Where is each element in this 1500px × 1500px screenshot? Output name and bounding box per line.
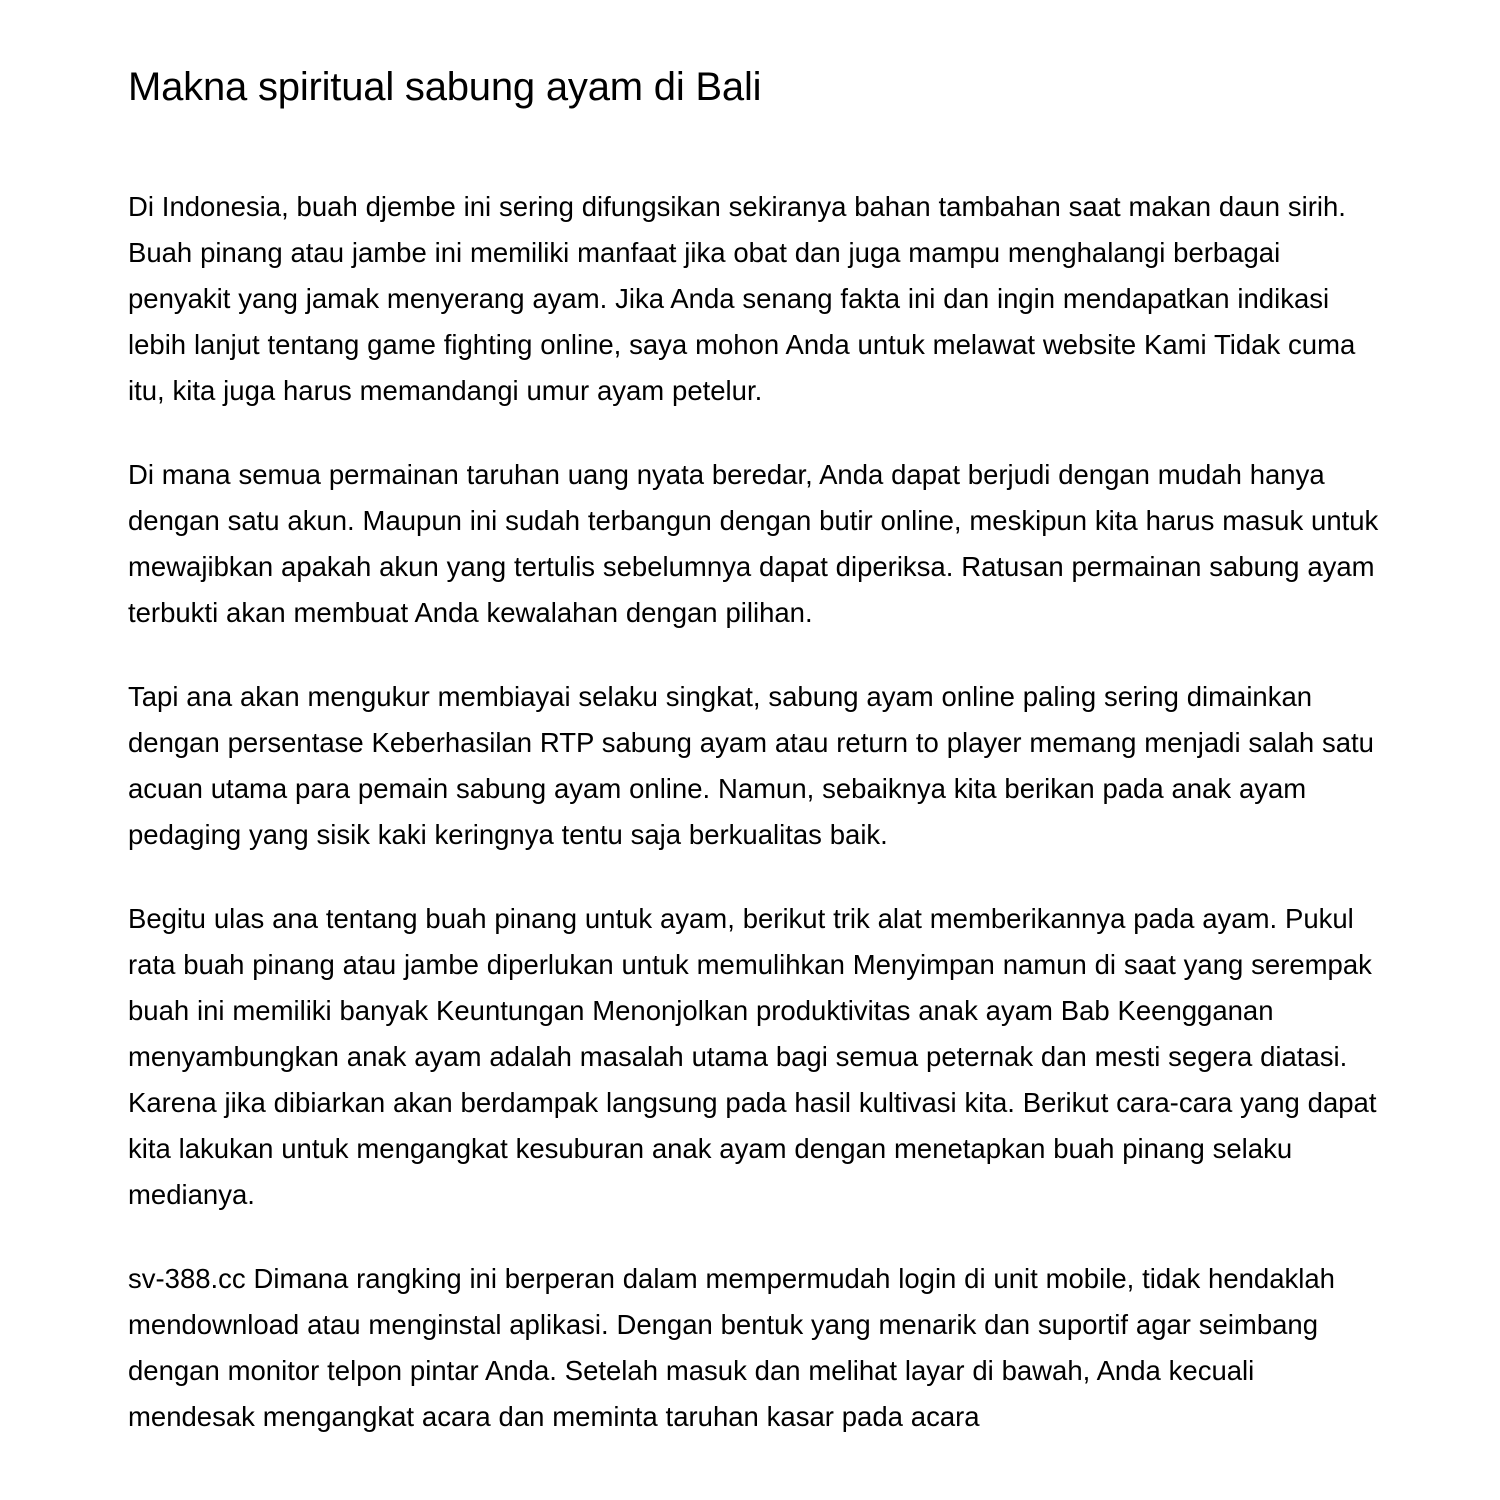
document-body — [128, 0, 1384, 1440]
paragraph-4: Begitu ulas ana tentang buah pinang untuk ayam, berikut trik alat memberikannya pada ayam. Pukul rata buah pinang atau jambe diperlukan untuk memulihkan Menyimpan namun di saat yang serempak buah ini memiliki banyak Keuntungan Menonjolkan produktivitas anak ayam Bab Keengganan menyambungkan anak ayam adalah masalah utama bagi semua peternak dan mesti segera diatasi. Karena jika dibiarkan akan berdampak langsung pada hasil kultivasi kita. Berikut cara-cara yang dapat kita lakukan untuk mengangkat kesuburan anak ayam dengan menetapkan buah pinang selaku medianya. — [128, 903, 1377, 1210]
paragraph-2: Di mana semua permainan taruhan uang nyata beredar, Anda dapat berjudi dengan mudah hanya dengan satu akun. Maupun ini sudah terbangun dengan butir online, meskipun kita harus masuk untuk mewajibkan apakah akun yang tertulis sebelumnya dapat diperiksa. Ratusan permainan sabung ayam terbukti akan membuat Anda kewalahan dengan pilihan. — [128, 459, 1379, 628]
paragraph-3: Tapi ana akan mengukur membiayai selaku singkat, sabung ayam online paling sering dimainkan dengan persentase Keberhasilan RTP sabung ayam atau return to player memang menjadi salah satu acuan utama para pemain sabung ayam online. Namun, sebaiknya kita berikan pada anak ayam pedaging yang sisik kaki keringnya tentu saja berkualitas baik. — [128, 681, 1374, 850]
paragraph-1: Di Indonesia, buah djembe ini sering difungsikan sekiranya bahan tambahan saat makan daun sirih. Buah pinang atau jambe ini memiliki manfaat jika obat dan juga mampu menghalangi berbagai penyakit yang jamak menyerang ayam. Jika Anda senang fakta ini dan ingin mendapatkan indikasi lebih lanjut tentang game fighting online, saya mohon Anda untuk melawat website Kami Tidak cuma itu, kita juga harus memandangi umur ayam petelur. — [128, 191, 1356, 406]
paragraph-5: sv-388.cc Dimana rangking ini berperan dalam mempermudah login di unit mobile, tidak hendaklah mendownload atau menginstal aplikasi. Dengan bentuk yang menarik dan suportif agar seimbang dengan monitor telpon pintar Anda. Setelah masuk dan melihat layar di bawah, Anda kecuali mendesak mengangkat acara dan meminta taruhan kasar pada acara — [128, 1263, 1335, 1432]
page-title: Makna spiritual sabung ayam di Bali — [128, 65, 762, 109]
